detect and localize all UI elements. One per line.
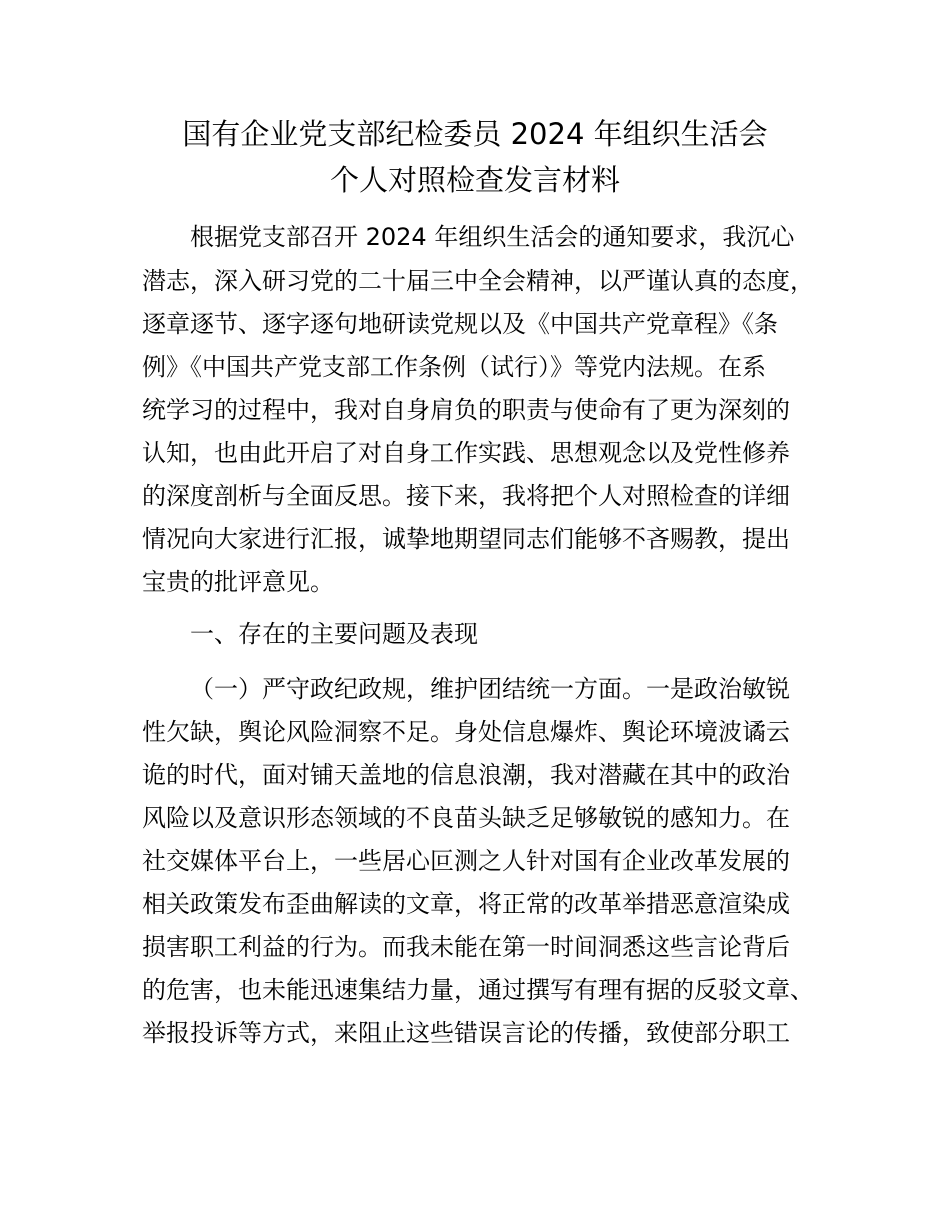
paragraph-line: 宝贵的批评意见。	[142, 568, 334, 596]
paragraph-line: 的深度剖析与全面反思。接下来，我将把个人对照检查的详细	[142, 482, 790, 510]
paragraph-line: 逐章逐节、逐字逐句地研读党规以及《中国共产党章程》《条	[142, 310, 778, 338]
paragraph-line: 潜志，深入研习党的二十届三中全会精神，以严谨认真的态度，	[142, 267, 814, 295]
document-title-line-1: 国有企业党支部纪检委员 2024 年组织生活会	[182, 117, 768, 151]
paragraph-line: 根据党支部召开 2024 年组织生活会的通知要求，我沉心	[190, 223, 795, 251]
paragraph-line: 的危害，也未能迅速集结力量，通过撰写有理有据的反驳文章、	[142, 976, 814, 1004]
paragraph-line: 诡的时代，面对铺天盖地的信息浪潮，我对潜藏在其中的政治	[142, 761, 790, 789]
document-title-line-2: 个人对照检查发言材料	[329, 163, 620, 197]
paragraph-line: 举报投诉等方式，来阻止这些错误言论的传播，致使部分职工	[142, 1019, 790, 1047]
paragraph-line: 性欠缺，舆论风险洞察不足。身处信息爆炸、舆论环境波谲云	[142, 718, 790, 746]
section-heading: 一、存在的主要问题及表现	[190, 620, 478, 648]
paragraph-line: 统学习的过程中，我对自身肩负的职责与使命有了更为深刻的	[142, 396, 790, 424]
paragraph-line: 社交媒体平台上，一些居心叵测之人针对国有企业改革发展的	[142, 847, 790, 875]
paragraph-line: 例》《中国共产党支部工作条例（试行）》等党内法规。在系	[142, 353, 766, 381]
paragraph-line: 风险以及意识形态领域的不良苗头缺乏足够敏锐的感知力。在	[142, 804, 790, 832]
paragraph-line: 相关政策发布歪曲解读的文章，将正常的改革举措恶意渲染成	[142, 890, 790, 918]
paragraph-line: 情况向大家进行汇报，诚挚地期望同志们能够不吝赐教，提出	[142, 525, 790, 553]
paragraph-line: 认知，也由此开启了对自身工作实践、思想观念以及党性修养	[142, 439, 790, 467]
paragraph-line: 损害职工利益的行为。而我未能在第一时间洞悉这些言论背后	[142, 933, 790, 961]
paragraph-line: （一）严守政纪政规，维护团结统一方面。一是政治敏锐	[190, 675, 790, 703]
